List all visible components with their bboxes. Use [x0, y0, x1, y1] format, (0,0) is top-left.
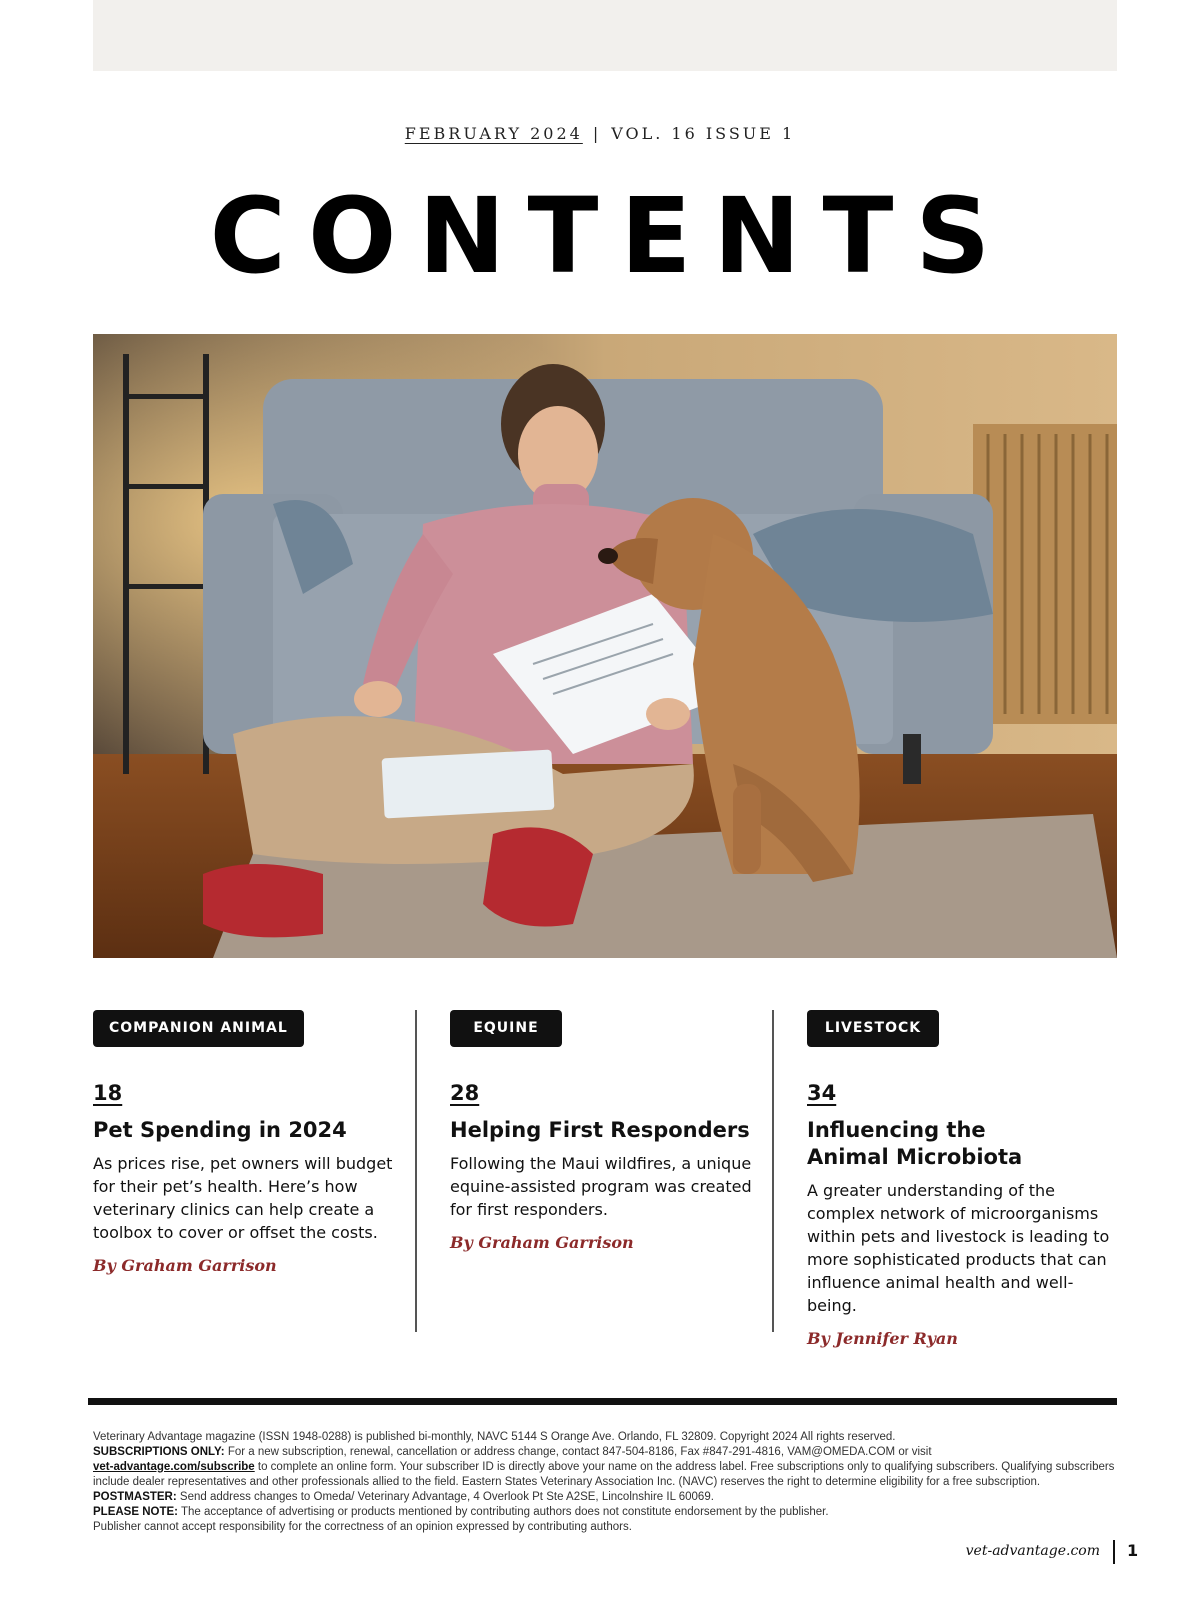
note-text: The acceptance of advertising or products mentioned by contributing authors does not constitute endorsement by the publisher. — [177, 1506, 829, 1518]
hero-photo — [93, 334, 1117, 958]
article-page-number[interactable]: 28 — [450, 1081, 480, 1105]
article-card[interactable] — [807, 1010, 1117, 1348]
article-title[interactable]: Helping First Responders — [450, 1118, 750, 1142]
article-title-line: Influencing the — [807, 1118, 986, 1142]
article-dek: A greater understanding of the complex network of microorganisms within pets and livestock is leading to more sophisticated products that can influence animal health and well-being. — [807, 1181, 1110, 1315]
subscribe-link[interactable]: vet-advantage.com/subscribe — [93, 1461, 255, 1473]
column-divider — [772, 1010, 774, 1332]
article-title[interactable] — [807, 1117, 1117, 1171]
article-dek: As prices rise, pet owners will budget for their pet’s health. Here’s how veterinary clinics can help create a toolbox to cover or offset the costs. — [93, 1154, 393, 1242]
footer-divider — [1113, 1540, 1115, 1564]
article-page-number[interactable]: 34 — [807, 1081, 837, 1105]
top-band — [93, 0, 1117, 71]
fine-print-line: Veterinary Advantage magazine (ISSN 1948-0288) is published bi-monthly, NAVC 5144 S Orange Ave. Orlando, FL 32809. Copyright 2024 All rights reserved. — [93, 1431, 896, 1443]
issue-line — [0, 124, 1200, 143]
article-page-number[interactable]: 18 — [93, 1081, 123, 1105]
postmaster-text: Send address changes to Omeda/ Veterinary Advantage, 4 Overlook Pt Ste A2SE, Lincolnshire IL 60069. — [176, 1491, 714, 1503]
footer-page-number: 1 — [1127, 1541, 1139, 1560]
article-byline: By Jennifer Ryan — [807, 1329, 958, 1348]
article-card[interactable] — [93, 1010, 413, 1332]
subscriptions-text-2: to complete an online form. Your subscriber ID is directly above your name on the address label. Free subscriptions only to qualifying subscribers. Qualifying subscribers include dealer representatives and other professionals allied to the field. Eastern States Veterinary Association Inc. (NAVC) reserves the right to determine eligibility for a free subscription. — [93, 1461, 1115, 1488]
issue-separator: | — [592, 124, 602, 143]
postmaster-label: POSTMASTER: — [93, 1491, 177, 1503]
footer-site-link[interactable]: vet-advantage.com — [965, 1543, 1100, 1559]
article-dek: Following the Maui wildfires, a unique equine-assisted program was created for first responders. — [450, 1154, 752, 1219]
hero-photo-illustration — [93, 334, 1117, 958]
section-rule — [88, 1398, 1117, 1405]
fine-print — [93, 1430, 1117, 1535]
note-label: PLEASE NOTE: — [93, 1506, 178, 1518]
article-title[interactable]: Pet Spending in 2024 — [93, 1118, 347, 1142]
category-badge[interactable]: LIVESTOCK — [807, 1010, 939, 1047]
category-badge[interactable]: COMPANION ANIMAL — [93, 1010, 304, 1047]
issue-date: FEBRUARY 2024 — [404, 124, 583, 143]
page-title: CONTENTS — [209, 175, 1013, 297]
subscriptions-label: SUBSCRIPTIONS ONLY: — [93, 1446, 225, 1458]
article-byline: By Graham Garrison — [93, 1256, 277, 1275]
category-badge[interactable]: EQUINE — [450, 1010, 562, 1047]
column-divider — [415, 1010, 417, 1332]
articles-section — [93, 1010, 1117, 1348]
article-card[interactable] — [450, 1010, 770, 1332]
issue-volume: VOL. 16 ISSUE 1 — [611, 124, 796, 143]
fine-print-last-line: Publisher cannot accept responsibility for the correctness of an opinion expressed by contributing authors. — [93, 1521, 632, 1533]
subscriptions-text: For a new subscription, renewal, cancellation or address change, contact 847-504-8186, Fax #847-291-4816, VAM@OMEDA.COM or visit — [224, 1446, 932, 1458]
article-byline: By Graham Garrison — [450, 1233, 634, 1252]
article-title-line: Animal Microbiota — [807, 1145, 1023, 1169]
